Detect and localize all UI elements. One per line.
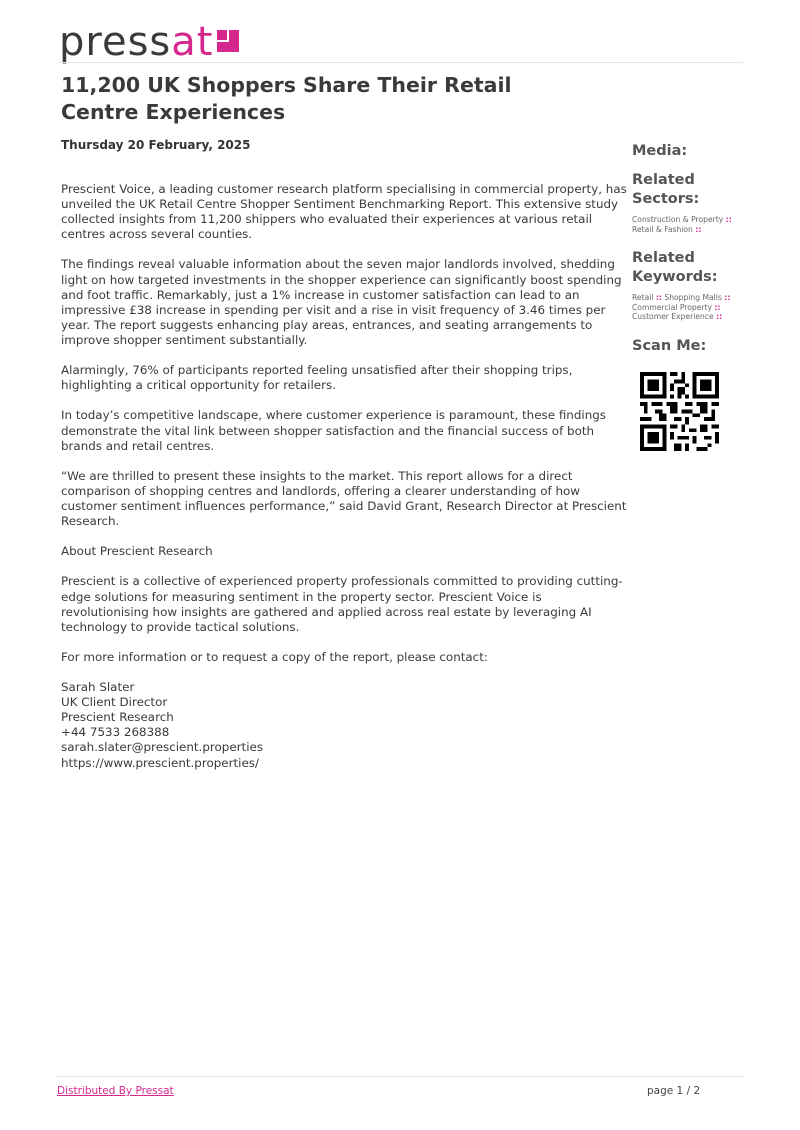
contact-block xyxy=(61,680,627,771)
keyword-tag-customer-experience[interactable]: Customer Experience xyxy=(632,312,714,322)
article-paragraph: Alarmingly, 76% of participants reported feeling unsatisfied after their shopping trips, highlighting a critical opportunity for retailers. xyxy=(61,363,573,393)
sector-tag-construction[interactable]: Construction & Property xyxy=(632,215,724,224)
logo-text-accent: at xyxy=(171,19,214,65)
article-paragraph: “We are thrilled to present these insights to the market. This report allows for a direct comparison of shopping centres and landlords, offering a clearer understanding of how customer sentiment influences performance,” said David Grant, Research Director at Prescient Research. xyxy=(61,468,627,529)
tag-separator: :: xyxy=(714,302,721,312)
about-heading: About Prescient Research xyxy=(61,544,213,559)
keywords-heading: Related Keywords: xyxy=(632,250,718,285)
media-heading: Media: xyxy=(632,143,688,159)
tag-separator: :: xyxy=(716,312,723,322)
article-paragraph: Prescient is a collective of experienced property professionals committed to providing cutting-edge solutions for measuring sentiment in the property sector. Prescient Voice is revolutionising how insights are gathered and applied across real estate by leveraging AI technology to provide tactical solutions. xyxy=(61,574,623,634)
tag-separator: :: xyxy=(655,293,662,302)
page-title: 11,200 UK Shoppers Share Their Retail Centre Experiences xyxy=(61,73,512,124)
logo-text xyxy=(59,19,214,65)
sector-tag-retail[interactable]: Retail & Fashion xyxy=(632,224,693,234)
distributed-by-link[interactable]: Distributed By Pressat xyxy=(57,1085,174,1097)
tag-separator: :: xyxy=(724,293,731,302)
keyword-tag-retail[interactable]: Retail xyxy=(632,293,654,302)
contact-email: sarah.slater@prescient.properties xyxy=(61,740,264,755)
contact-phone: +44 7533 268388 xyxy=(61,725,170,740)
keyword-tag-commercial-property[interactable]: Commercial Property xyxy=(632,302,712,312)
article-body xyxy=(61,182,627,771)
contact-role: UK Client Director xyxy=(61,695,168,710)
page-number: page 1 / 2 xyxy=(647,1085,701,1097)
tag-separator: :: xyxy=(695,224,702,234)
contact-company: Prescient Research xyxy=(61,710,174,725)
logo-text-main: press xyxy=(59,19,172,65)
pressat-logo[interactable] xyxy=(59,18,239,65)
publish-date: Thursday 20 February, 2025 xyxy=(61,138,251,152)
footer-divider xyxy=(57,1076,743,1077)
media-section xyxy=(632,142,750,161)
qr-code-icon[interactable] xyxy=(640,372,719,451)
sectors-heading: Related Sectors: xyxy=(632,172,700,207)
article-paragraph: The findings reveal valuable information about the seven major landlords involved, shedding light on how targeted investments in the shopper experience can significantly boost spending and foot traffic. Remarkably, just a 1% increase in customer satisfaction can lead to an impressive £38 increase in spending per visit and a rise in visit frequency of 3.46 times per year. The report suggests enhancing play areas, entrances, and seating arrangements to improve shopper sentiment substantially. xyxy=(61,257,622,347)
article-paragraph: Prescient Voice, a leading customer research platform specialising in commercial property, has unveiled the UK Retail Centre Shopper Sentiment Benchmarking Report. This extensive study collected insights from 11,200 shippers who evaluated their experiences at various retail centres across several counties. xyxy=(61,182,627,242)
article-paragraph: For more information or to request a copy of the report, please contact: xyxy=(61,649,488,664)
keyword-tags xyxy=(632,293,750,322)
header-divider xyxy=(59,62,743,63)
related-sectors xyxy=(632,171,750,234)
sector-tags xyxy=(632,215,750,234)
keyword-tag-shopping-malls[interactable]: Shopping Malls xyxy=(664,293,722,302)
contact-name: Sarah Slater xyxy=(61,680,135,695)
contact-website: https://www.prescient.properties/ xyxy=(61,755,259,770)
scan-section xyxy=(632,337,750,356)
scan-heading: Scan Me: xyxy=(632,338,707,354)
logo-mark-icon xyxy=(217,30,239,52)
tag-separator: :: xyxy=(725,215,732,224)
related-keywords xyxy=(632,249,750,322)
article-paragraph: In today’s competitive landscape, where customer experience is paramount, these findings demonstrate the vital link between shopper satisfaction and the financial success of both brands and retail centres. xyxy=(61,408,606,453)
